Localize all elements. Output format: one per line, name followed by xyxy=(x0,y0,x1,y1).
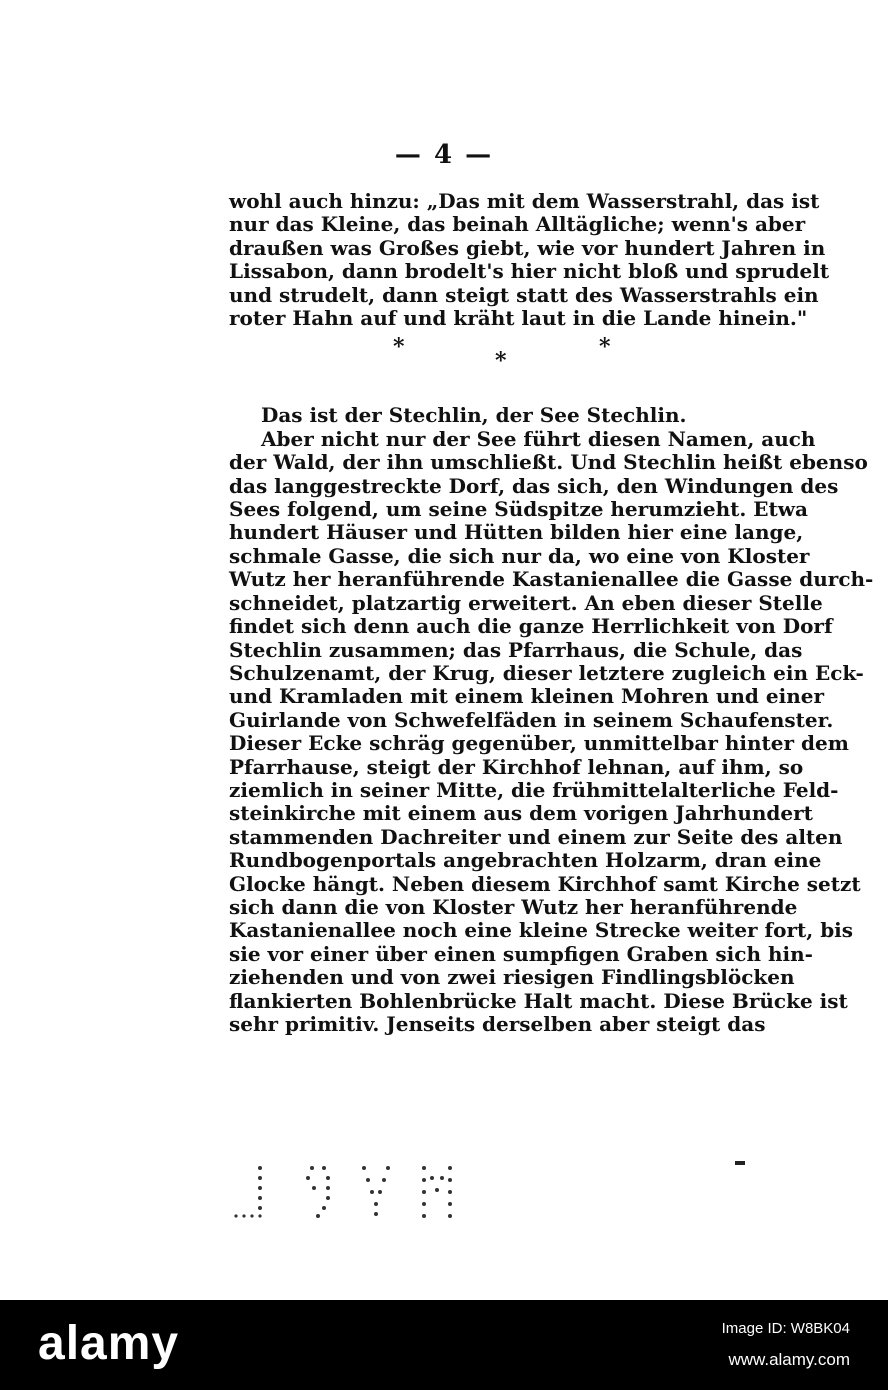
text-line: Wutz her heranführende Kastanienallee die Gasse durch- xyxy=(229,567,874,592)
text-line: sich dann die von Kloster Wutz her heranführende xyxy=(229,894,798,919)
section-separator xyxy=(229,334,785,384)
text-line: hundert Häuser und Hütten bilden hier eine lange, xyxy=(229,520,804,545)
text-line: Glocke hängt. Neben diesem Kirchhof samt Kirche setzt xyxy=(229,871,861,896)
text-line: stammenden Dachreiter und einem zur Seite des alten xyxy=(229,824,843,849)
text-line: wohl auch hinzu: „Das mit dem Wasserstrahl, das ist xyxy=(229,189,820,213)
ink-mark xyxy=(735,1161,745,1165)
watermark-footer xyxy=(0,1300,888,1390)
text-line: ziehenden und von zwei riesigen Findlingsblöcken xyxy=(229,965,795,990)
text-line: Pfarrhause, steigt der Kirchhof lehnan, auf ihm, so xyxy=(229,754,804,779)
text-line: schmale Gasse, die sich nur da, wo eine von Kloster xyxy=(229,543,810,568)
text-line: schneidet, platzartig erweitert. An eben dieser Stelle xyxy=(229,590,823,615)
text-line: Dieser Ecke schräg gegenüber, unmittelbar hinter dem xyxy=(229,731,849,756)
text-line: und Kramladen mit einem kleinen Mohren und einer xyxy=(229,684,824,709)
spacer xyxy=(229,388,785,404)
text-line: sie vor einer über einen sumpfigen Graben sich hin- xyxy=(229,941,813,966)
alamy-logo-icon: alamy xyxy=(38,1317,180,1370)
perforated-library-stamp-icon xyxy=(228,1160,468,1230)
text-line: Sees folgend, um seine Südspitze herumzieht. Etwa xyxy=(229,497,808,522)
text-line: das langgestreckte Dorf, das sich, den Windungen des xyxy=(229,473,839,498)
text-line: draußen was Großes giebt, wie vor hundert Jahren in xyxy=(229,235,826,260)
text-line: findet sich denn auch die ganze Herrlichkeit von Dorf xyxy=(229,614,833,639)
body-text xyxy=(229,189,874,1036)
text-line: Rundbogenportals angebrachten Holzarm, dran eine xyxy=(229,848,822,873)
text-line: Stechlin zusammen; das Pfarrhaus, die Schule, das xyxy=(229,637,803,662)
paragraph-main xyxy=(229,426,874,1037)
text-line: ziemlich in seiner Mitte, die frühmittelalterliche Feld- xyxy=(229,777,839,802)
text-line: flankierten Bohlenbrücke Halt macht. Diese Brücke ist xyxy=(229,988,848,1013)
text-line: der Wald, der ihn umschließt. Und Stechlin heißt ebenso xyxy=(229,450,868,475)
paragraph-continued xyxy=(229,189,830,331)
section-heading-line: Das ist der Stechlin, der See Stechlin. xyxy=(261,403,687,428)
text-line: Schulzenamt, der Krug, dieser letztere zugleich ein Eck- xyxy=(229,660,864,685)
text-line: roter Hahn auf und kräht laut in die Lande hinein." xyxy=(229,306,808,331)
text-line: steinkirche mit einem aus dem vorigen Jahrhundert xyxy=(229,801,813,826)
page-number: — 4 — xyxy=(394,140,494,170)
text-line: sehr primitiv. Jenseits derselben aber steigt das xyxy=(229,1012,766,1036)
separator-star: * xyxy=(599,334,611,361)
separator-star: * xyxy=(495,348,507,375)
text-line: Lissabon, dann brodelt's hier nicht bloß und sprudelt xyxy=(229,259,830,284)
text-line: Guirlande von Schwefelfäden in seinem Schaufenster. xyxy=(229,707,834,732)
image-id-label: Image ID: W8BK04 xyxy=(721,1320,850,1337)
text-line: und strudelt, dann steigt statt des Wasserstrahls ein xyxy=(229,282,819,307)
separator-star: * xyxy=(393,334,405,361)
site-url-label: www.alamy.com xyxy=(728,1350,850,1369)
text-line: nur das Kleine, das beinah Alltägliche; wenn's aber xyxy=(229,212,806,237)
text-line: Kastanienallee noch eine kleine Strecke weiter fort, bis xyxy=(229,918,854,943)
text-line: Aber nicht nur der See führt diesen Namen, auch xyxy=(261,426,816,451)
